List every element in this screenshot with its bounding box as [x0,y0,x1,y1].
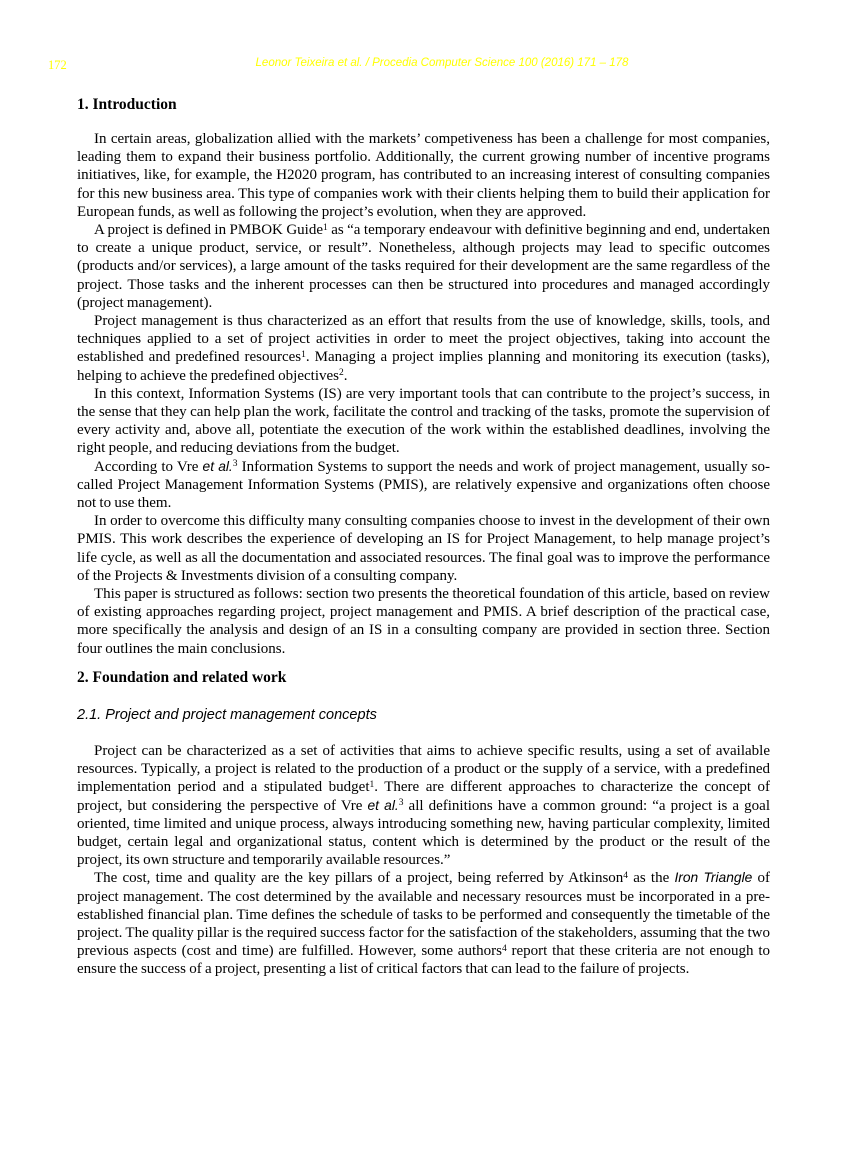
text-segment: The cost, time and quality are the key pillars of a project, being referred by Atkinson [94,870,624,887]
document-body [77,97,770,979]
text-segment: In order to overcome this difficulty many consulting companies choose to invest in the development of their own PMIS. This work describes the experience of developing an IS for Project Management, to help manage project’s life cycle, as well as all the documentation and associated resources. The final goal was to improve the performance of the Projects & Investments division of a consulting company. [77,513,770,584]
page-number: 172 [48,58,67,72]
text-segment: as the [628,870,675,887]
text-segment: In this context, Information Systems (IS) are very important tools that can contribute to the project’s success, in the sense that they can help plan the work, facilitate the control and tracking of the tasks, promote the supervision of every activity and, above all, potentiate the execution of the work within the established deadlines, involving the right people, and reducing deviations from the budget. [77,385,770,457]
paragraph [77,130,770,221]
superscript-reference: 4 [501,943,507,954]
text-segment: Project can be characterized as a set of activities that aims to achieve specific results, using a set of available resources. Typically, a project is related to the production of a product or the supply of a service, with a predefined implementation period and a stipulated budget [77,742,770,796]
paragraph [77,512,770,585]
text-segment: This paper is structured as follows: section two presents the theoretical foundation of this article, based on review of existing approaches regarding project, project management and PMIS. A brief description of the practical case, more specifically the analysis and design of an IS in a consulting company are provided in section three. Section four outlines the main conclusions. [77,586,770,657]
page-header [48,57,798,73]
italic-term: Iron Triangle [674,870,753,886]
text-segment: A project is defined in PMBOK Guide [94,222,323,239]
text-segment: According to Vre [94,458,203,475]
section-heading: 2. Foundation and related work [77,668,287,686]
superscript-reference: 2 [338,368,344,379]
superscript-reference: 1 [301,349,306,360]
text-segment: all definitions have a common ground: “a project is a goal oriented, time limited and unique process, always introducing something new, having particular complexity, limited budget, certain legal and organizational status, content which is determined by the product or the result of the project, its own structure and temporarily available resources.” [77,797,770,869]
section-heading: 1. Introduction [77,96,177,113]
text-segment: as “a temporary endeavour with definitive beginning and end, undertaken to create a unique product, service, or result”. Nonetheless, although projects may lead to specific outcomes (products and/or services), a large amount of the tasks required for their development are the same regardless of the project. Those tasks and the inherent processes can then be structured into procedures and managed accordingly (project management). [77,222,770,311]
subsection-heading: 2.1. Project and project management concepts [77,706,377,723]
paragraph [77,869,770,978]
paragraph [77,312,770,385]
text-segment: In certain areas, globalization allied with the markets’ competiveness has been a challenge for most companies, leading them to expand their business portfolio. Additionally, the current growing number of incentive programs initiatives, like, for example, the H2020 program, has contributed to an increasing interest of consulting companies for this new business area. This type of companies work with their clients helping them to build their application for European funds, as well as following the project’s evolution, when they are approved. [77,131,770,220]
italic-term: et al. [367,797,399,813]
paragraph [77,458,770,513]
text-segment: Information Systems to support the needs and work of project management, usually so-called Project Management Information Systems (PMIS), are relatively expensive and organizations often choose not to use them. [77,458,770,512]
superscript-reference: 1 [369,779,375,790]
italic-term: et al. [202,458,233,474]
paragraph [77,385,770,458]
text-segment: . Managing a project implies planning and monitoring its execution (tasks), helping to achieve the predefined objectives [77,349,771,384]
paragraph [77,585,770,658]
text-segment: report that these criteria are not enough to ensure the success of a project, presenting a list of critical factors that can lead to the failure of projects. [77,943,770,978]
text-segment: . There are different approaches to characterize the concept of project, but considering the perspective of Vre [77,779,770,814]
superscript-reference: 1 [323,222,328,233]
text-segment: Project management is thus characterized as an effort that results from the use of knowledge, skills, tools, and techniques applied to a set of project activities in order to meet the project objectives, taking into account the established and predefined resources [77,313,770,366]
paragraph [77,221,770,312]
running-head: Leonor Teixeira et al. / Procedia Computer Science 100 (2016) 171 – 178 [255,57,629,69]
text-segment: . [343,367,348,384]
superscript-reference: 3 [398,798,404,808]
superscript-reference: 4 [623,870,629,881]
text-segment: of project management. The cost determined by the available and necessary resources must be incorporated in a pre-established financial plan. Time defines the schedule of tasks to be performed and consequently the timetable of the project. The quality pillar is the required success factor for the satisfaction of the stakeholders, assuming that the two previous aspects (cost and time) are fulfilled. However, some authors [77,870,770,960]
paragraph [77,742,770,869]
superscript-reference: 3 [232,459,238,470]
